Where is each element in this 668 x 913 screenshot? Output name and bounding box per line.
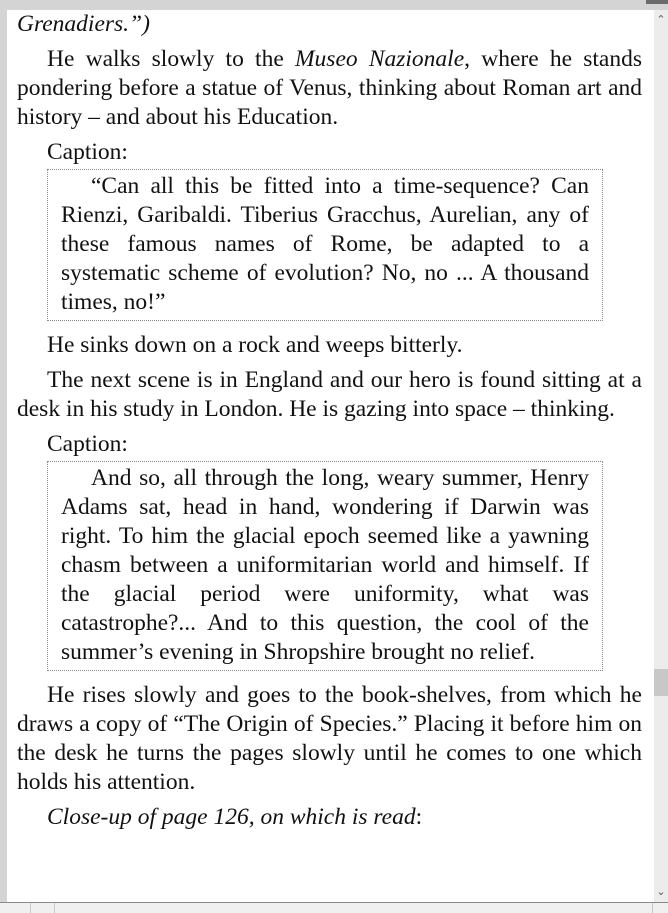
bottom-status-bar <box>0 902 668 913</box>
italic-text: Museo Nazionale <box>294 46 465 72</box>
paragraph-closeup <box>17 803 642 832</box>
scroll-up-arrow-icon[interactable]: ⌃ <box>656 13 666 26</box>
text-run: : <box>415 804 423 830</box>
scroll-thumb[interactable] <box>654 669 668 696</box>
caption-box-darwin <box>47 461 603 671</box>
caption-label: Caption: <box>47 139 128 165</box>
caption-text: And so, all through the long, weary summer, Henry Adams sat, head in hand, wondering if Darwin was right. To him the glacial epoch seemed like a yawning chasm between a uniformitarian world and himself. If the glacial period were uniformity, what was catastrophe?... And to this question, the cool of the summer’s evening in Shropshire brought no relief. <box>61 465 589 665</box>
caption-text: “Can all this be fitted into a time-sequence? Can Rienzi, Garibaldi. Tiberius Gracchus, Aurelian, any of these famous names of Rome, be adapted to a systematic scheme of evolution? No, no ... A thousand times, no!” <box>61 173 589 315</box>
window-top-accent <box>646 0 668 4</box>
paragraph-museo <box>17 45 642 132</box>
italic-text: Grenadiers.”) <box>17 11 150 37</box>
text-run: He walks slowly to the <box>47 46 295 72</box>
italic-text: Close-up of page 126, on which is read <box>47 804 416 830</box>
document-content <box>17 10 642 838</box>
document-page <box>7 10 654 902</box>
caption-label: Caption: <box>47 431 128 457</box>
paragraph-bookshelves: He rises slowly and goes to the book-shelves, from which he draws a copy of “The Origin of Species.” Placing it before him on the desk he turns the pages slowly until he comes to one which holds his attention. <box>17 682 642 795</box>
window-top-strip <box>0 0 668 10</box>
paragraph-weeps: He sinks down on a rock and weeps bitterly. <box>47 332 463 358</box>
caption-box-rome <box>47 169 603 321</box>
paragraph-grenadiers <box>17 10 642 39</box>
vertical-scrollbar[interactable] <box>654 10 668 902</box>
paragraph-england: The next scene is in England and our hero is found sitting at a desk in his study in London. He is gazing into space – thinking. <box>17 367 642 422</box>
scroll-down-arrow-icon[interactable]: ⌄ <box>656 885 666 898</box>
text-run: , where he stands pondering before a statue of Venus, thinking about Roman art and history – and about his Education. <box>17 46 643 130</box>
